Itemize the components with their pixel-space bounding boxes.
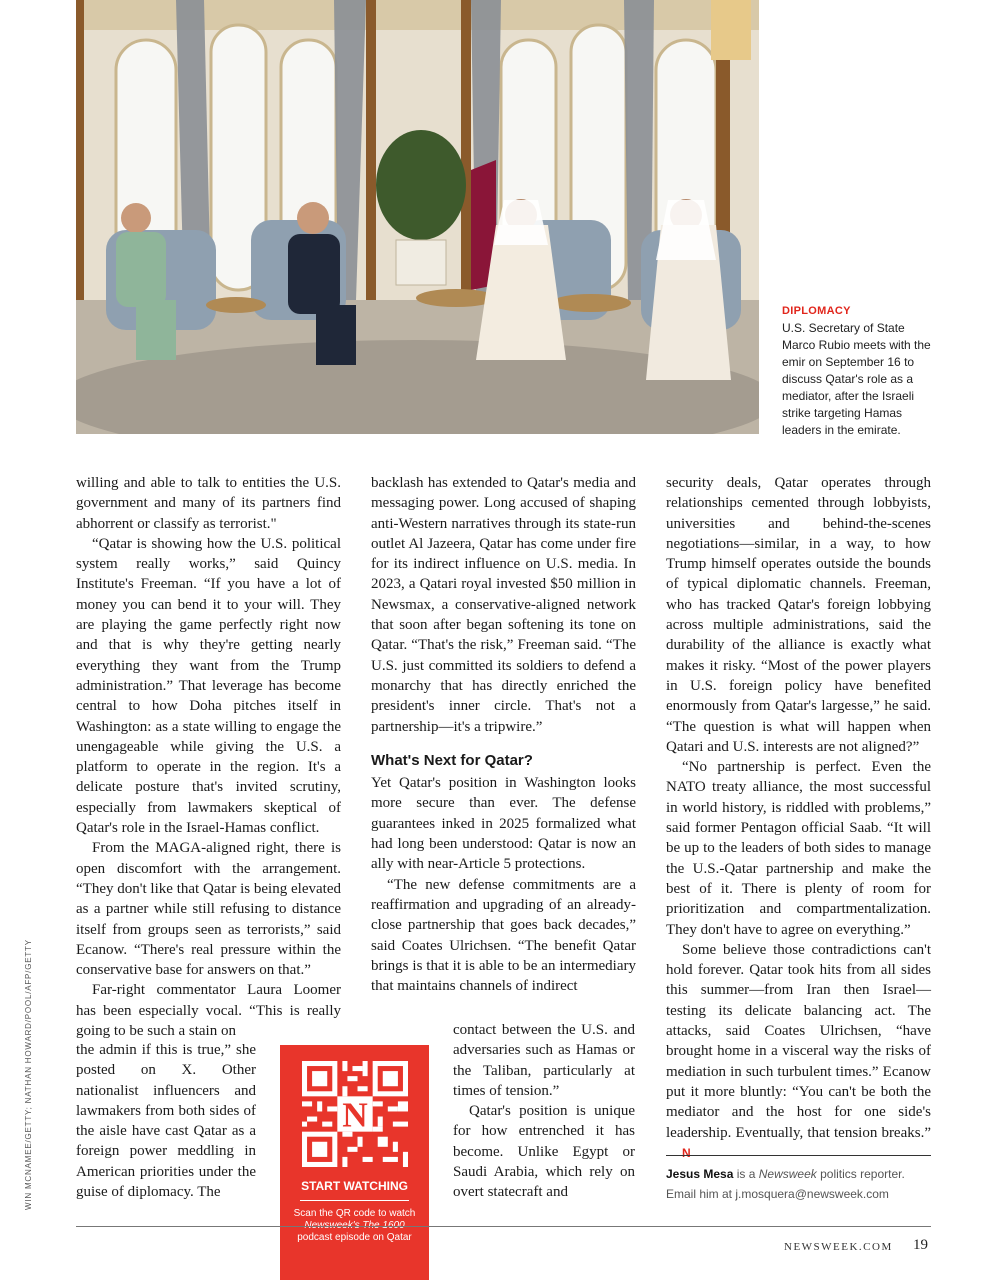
qr-logo-letter: N <box>342 1095 368 1135</box>
col3-paragraph-2: “No partnership is perfect. Even the NATO treaty alliance, the most successful in world history, is riddled with problems,” said former Pentagon official Saab. “It will be up to the leaders of both sides to manage the U.S.-Qatar partnership and make the best of it. There is plenty of room for prioritization and compartmentalization. They don't have to agree on everything.” <box>666 759 931 938</box>
author-name: Jesus Mesa <box>666 1167 734 1181</box>
article-column-1 <box>76 473 341 1041</box>
photo-rubio-emir-meeting <box>76 0 759 434</box>
caption-text: U.S. Secretary of State Marco Rubio meets with the emir on September 16 to discuss Qatar's role as a mediator, after the Israeli strike targeting Hamas leaders in the emirate. <box>782 321 931 437</box>
col2-paragraph-4: contact between the U.S. and adversaries such as Hamas or the Taliban, particularly at times of tension.” <box>453 1022 635 1099</box>
page-number: 19 <box>913 1237 928 1253</box>
article-column-2-continued <box>453 1020 635 1203</box>
col1-paragraph-2: “Qatar is showing how the U.S. political system really works,” said Quincy Institute's Freeman. “If you have a lot of money you can bend it to your will. They are playing the game perfectly right now and that is why they're getting nearly everything they want from the Trump administration.” That leverage has become central to how Doha pitches itself in Washington: as a state willing to engage the unengageable while giving the U.S. a platform to operate in the region. It's a delicate posture that's invited scrutiny, especially from lawmakers skeptical of Qatar's role in the Israel-Hamas conflict. <box>76 535 341 837</box>
newsweek-end-mark-icon: N <box>682 1145 691 1160</box>
qr-promo-box[interactable] <box>280 1045 429 1280</box>
meeting-room-illustration <box>76 0 759 434</box>
col2-paragraph-5: Qatar's position is unique for how entrenched it has become. Unlike Egypt or Saudi Arabia, which rely on overt statecraft and <box>453 1103 635 1201</box>
col3-paragraph-1: security deals, Qatar operates through relationships cemented through lobbyists, universities and behind-the-scenes negotiations—similar, in a way, to how Trump himself operates outside the bounds of typical diplomatic channels. Freeman, who has tracked Qatar's foreign lobbying across multiple administrations, said the durability of the alliance is exactly what makes it risky. “Most of the power players in U.S. foreign policy have benefited enormously from Qatar's largesse,” he said. “The question is what will happen when Qatari and U.S. interests are not aligned?” <box>666 475 931 755</box>
bio-role-prefix: is a <box>733 1167 759 1181</box>
article-column-1-continued <box>76 1020 256 1202</box>
start-watching-label[interactable]: START WATCHING <box>301 1179 408 1193</box>
article-column-2 <box>371 473 636 996</box>
photo-caption <box>782 303 932 439</box>
footer-site-name[interactable]: NEWSWEEK.COM <box>784 1241 893 1253</box>
col2-paragraph-1: backlash has extended to Qatar's media and messaging power. Long accused of shaping anti-Western narratives through its state-run outlet Al Jazeera, Qatar has come under fire for its indirect influence on U.S. media. In 2023, a Qatari royal invested $50 million in Newsmax, a conservative-aligned network that soon after began softening its tone on Qatar. “That's the risk,” Freeman said. “The U.S. just committed its soldiers to defend a monarchy that has directly enriched the president's inner circle. That's not a partnership—it's a tripwire.” <box>371 475 636 735</box>
caption-kicker: DIPLOMACY <box>782 305 851 317</box>
col1-paragraph-5: the admin if this is true,” she posted on X. Other nationalist influencers and lawmakers from both sides of the aisle have cast Qatar as a foreign power meddling in American priorities under the guise of diplomacy. The <box>76 1042 256 1201</box>
col2-paragraph-2: Yet Qatar's position in Washington looks more secure than ever. The defense guarantees inked in 2025 formalized what had long been understood: Qatar is now an ally with near-Article 5 protections. <box>371 775 636 873</box>
qr-code-icon[interactable] <box>302 1061 408 1167</box>
qr-scan-prefix: Scan the QR code to watch <box>293 1208 416 1219</box>
col1-paragraph-4: Far-right commentator Laura Loomer has been especially vocal. “This is really going to be such a stain on <box>76 982 341 1040</box>
col1-paragraph-1: willing and able to talk to entities the U.S. government and many of its partners find abhorrent or classify as terrorist." <box>76 475 341 532</box>
col3-paragraph-3 <box>666 940 931 1163</box>
promo-divider <box>300 1200 409 1201</box>
col3-paragraph-3-text: Some believe those contradictions can't hold forever. Qatar took hits from all sides this summer—from Iran then Israel—testing its delicate balancing act. The attacks, said Coates Ulrichsen, “have brought home in a visceral way the risks of mediation in such turbulent times.” Ecanow put it more bluntly: “You can't be both the mediator and the host for one side's leadership. Eventually, that tension breaks.” <box>666 941 931 1141</box>
bio-publication: Newsweek <box>758 1167 817 1181</box>
col1-paragraph-3: From the MAGA-aligned right, there is open discomfort with the arrangement. “They don't like that Qatar is being elevated as a partner while still refusing to distance itself from groups seen as terrorists,” said Ecanow. “There's real pressure within the conservative base for answers on that.” <box>76 840 341 979</box>
bio-role-suffix: politics reporter. Email him at j.mosquera@newsweek.com <box>666 1167 905 1201</box>
qr-scan-suffix: podcast episode on Qatar <box>297 1232 412 1243</box>
article-column-3 <box>666 473 931 1163</box>
footer-rule <box>76 1226 931 1227</box>
photo-credit: WIN MCNAMEE/GETTY; NATHAN HOWARD/POOL/AFP/GETTY <box>24 939 33 1210</box>
section-subhead: What's Next for Qatar? <box>371 751 533 769</box>
col2-paragraph-3: “The new defense commitments are a reaffirmation and upgrading of an already-close partnership that goes back decades,” said Coates Ulrichsen. “The benefit Qatar brings is that it is able to be an intermediary that maintains channels of indirect <box>371 876 636 995</box>
author-bio <box>666 1155 931 1204</box>
